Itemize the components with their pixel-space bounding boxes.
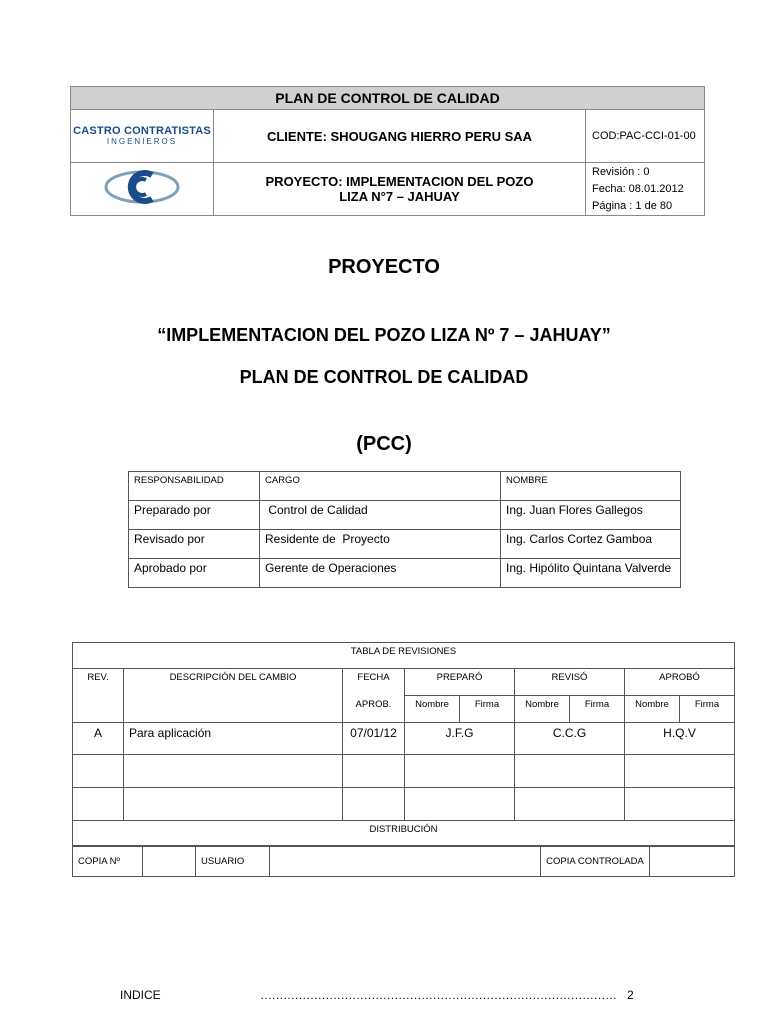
header-rev: REV. [73, 669, 124, 723]
header-preparo: PREPARÓ [405, 669, 515, 696]
sub-nombre: Nombre [515, 696, 570, 723]
cell-cargo: Gerente de Operaciones [260, 559, 501, 588]
sub-firma: Firma [680, 696, 735, 723]
header-nombre: NOMBRE [501, 472, 681, 501]
table-row [73, 723, 735, 755]
document-date: Fecha: 08.01.2012 [592, 182, 684, 195]
cc-logo-icon [102, 167, 182, 207]
header-reviso: REVISÓ [515, 669, 625, 696]
project-line-2: LIZA N°7 – JAHUAY [339, 189, 460, 204]
project-line-1: PROYECTO: IMPLEMENTACION DEL POZO [265, 174, 534, 189]
revision-number: Revisión : 0 [592, 165, 650, 178]
cell-descripcion: Para aplicación [124, 723, 343, 755]
label-copia: COPIA Nº [73, 846, 143, 877]
header-cargo: CARGO [260, 472, 501, 501]
header-aprob: APROB. [343, 696, 405, 723]
title-implementacion: “IMPLEMENTACION DEL POZO LIZA Nº 7 – JAHUAY” [157, 325, 611, 345]
cell-copia-value [143, 846, 196, 877]
project-name [214, 163, 586, 216]
index-page-number: 2 [627, 988, 634, 1002]
cell-rev: A [73, 723, 124, 755]
table-row [129, 501, 681, 530]
cell-nombre: Ing. Carlos Cortez Gamboa [501, 530, 681, 559]
header-responsabilidad: RESPONSABILIDAD [129, 472, 260, 501]
cell-nombre: Ing. Hipólito Quintana Valverde [501, 559, 681, 588]
cell-cargo: Residente de Proyecto [260, 530, 501, 559]
distribucion-title: DISTRIBUCIÓN [73, 821, 735, 847]
sub-firma: Firma [460, 696, 515, 723]
cell-responsabilidad: Revisado por [129, 530, 260, 559]
cell-preparo: J.F.G [405, 723, 515, 755]
sub-firma: Firma [570, 696, 625, 723]
cell-responsabilidad: Preparado por [129, 501, 260, 530]
cell-reviso: C.C.G [515, 723, 625, 755]
header-title: PLAN DE CONTROL DE CALIDAD [71, 87, 705, 110]
title-pcc: (PCC) [356, 433, 412, 455]
company-emblem [71, 163, 214, 216]
table-header-row [129, 472, 681, 501]
page-number: Página : 1 de 80 [592, 199, 673, 212]
revisions-table [72, 642, 735, 847]
label-copia-controlada: COPIA CONTROLADA [541, 846, 650, 877]
cell-fecha: 07/01/12 [343, 723, 405, 755]
header-fecha: FECHA [343, 669, 405, 696]
document-header [70, 86, 705, 216]
sub-nombre: Nombre [625, 696, 680, 723]
table-row [129, 530, 681, 559]
label-usuario: USUARIO [196, 846, 270, 877]
title-plan: PLAN DE CONTROL DE CALIDAD [239, 367, 529, 387]
document-code: COD:PAC-CCI-01-00 [586, 110, 705, 163]
client-name: CLIENTE: SHOUGANG HIERRO PERU SAA [214, 110, 586, 163]
title-proyecto: PROYECTO [328, 256, 440, 278]
distribution-table [72, 845, 735, 877]
company-logo-text [71, 110, 214, 163]
cell-cargo: Control de Calidad [260, 501, 501, 530]
brand-subtitle: INGENIEROS [106, 137, 178, 146]
brand-name: CASTRO CONTRATISTAS [73, 125, 211, 137]
table-row [73, 755, 735, 788]
responsibility-table [128, 471, 681, 588]
header-aprobo: APROBÓ [625, 669, 735, 696]
table-row [73, 788, 735, 821]
cell-aprobo: H.Q.V [625, 723, 735, 755]
table-row [129, 559, 681, 588]
document-meta [586, 163, 705, 216]
header-descripcion: DESCRIPCIÓN DEL CAMBIO [124, 669, 343, 723]
revisions-title: TABLA DE REVISIONES [73, 643, 735, 669]
index-leader-dots: ………………………………………………………………………………… [260, 988, 617, 1002]
cell-nombre: Ing. Juan Flores Gallegos [501, 501, 681, 530]
sub-nombre: Nombre [405, 696, 460, 723]
cell-usuario-value [270, 846, 541, 877]
cell-copia-controlada-value [650, 846, 735, 877]
index-label: INDICE [120, 988, 161, 1002]
cell-responsabilidad: Aprobado por [129, 559, 260, 588]
